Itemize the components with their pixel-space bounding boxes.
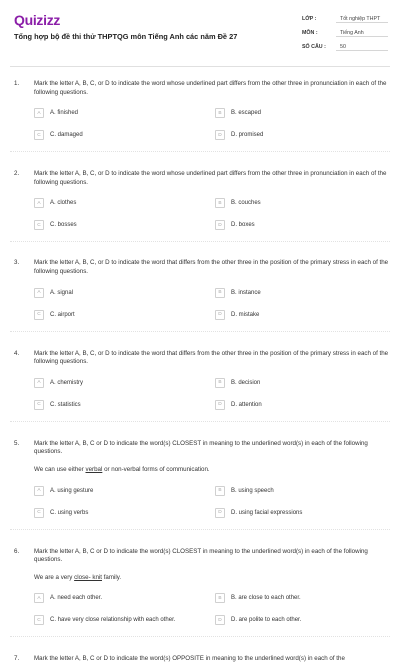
option-label: C. bosses bbox=[50, 222, 77, 229]
answer-option[interactable] bbox=[215, 107, 385, 119]
answer-option[interactable] bbox=[34, 219, 215, 231]
context-text: or non-verbal forms of communication. bbox=[102, 465, 210, 473]
option-letter-box[interactable]: C bbox=[34, 310, 44, 320]
option-letter-box[interactable]: B bbox=[215, 593, 225, 603]
question-block bbox=[0, 350, 400, 422]
meta-row-subject bbox=[302, 26, 388, 40]
answer-option[interactable] bbox=[34, 507, 215, 519]
option-letter-box[interactable]: D bbox=[215, 220, 225, 230]
option-letter-box[interactable]: A bbox=[34, 486, 44, 496]
option-label: B. are close to each other. bbox=[231, 595, 301, 602]
question-text: Mark the letter A, B, C, or D to indicate the word whose underlined part differs from the other three in pronunciation in each of the following questions. bbox=[34, 170, 387, 186]
answer-option[interactable] bbox=[215, 287, 385, 299]
answer-option[interactable] bbox=[34, 377, 215, 389]
answer-option[interactable] bbox=[215, 129, 385, 141]
option-label: A. using gesture bbox=[50, 487, 94, 494]
option-letter-box[interactable]: A bbox=[34, 198, 44, 208]
context-text: We can use either bbox=[34, 465, 86, 473]
answer-option[interactable] bbox=[34, 129, 215, 141]
answer-option[interactable] bbox=[34, 592, 215, 604]
option-letter-box[interactable]: D bbox=[215, 310, 225, 320]
option-letter-box[interactable]: A bbox=[34, 593, 44, 603]
option-letter-box[interactable]: B bbox=[215, 378, 225, 388]
meta-value: Tốt nghiệp THPT bbox=[336, 16, 388, 23]
option-label: C. statistics bbox=[50, 401, 81, 408]
answer-option[interactable] bbox=[215, 399, 385, 411]
question-number: 6. bbox=[14, 547, 20, 555]
answer-option[interactable] bbox=[34, 399, 215, 411]
question-block bbox=[0, 440, 400, 530]
option-label: B. couches bbox=[231, 200, 261, 207]
question-divider bbox=[10, 151, 390, 152]
option-letter-box[interactable]: C bbox=[34, 400, 44, 410]
question-number: 2. bbox=[14, 170, 20, 178]
question-text: Mark the letter A, B, C or D to indicate the word(s) CLOSEST in meaning to the underlined word(s) in each of the following questions. bbox=[34, 547, 368, 564]
option-label: A. finished bbox=[50, 110, 79, 117]
answer-option[interactable] bbox=[215, 485, 385, 497]
answer-options bbox=[34, 287, 400, 321]
answer-options bbox=[34, 592, 400, 626]
question-divider bbox=[10, 421, 390, 422]
option-label: D. are polite to each other. bbox=[231, 617, 302, 624]
question-divider bbox=[10, 241, 390, 242]
underlined-word: close- knit bbox=[74, 573, 102, 581]
option-label: B. using speech bbox=[231, 487, 274, 494]
answer-option[interactable] bbox=[34, 197, 215, 209]
context-text: We are a very bbox=[34, 573, 75, 581]
option-letter-box[interactable]: C bbox=[34, 508, 44, 518]
question-number: 7. bbox=[14, 655, 20, 663]
answer-option[interactable] bbox=[215, 309, 385, 321]
option-label: A. clothes bbox=[50, 200, 77, 207]
meta-value: 50 bbox=[336, 44, 388, 51]
option-letter-box[interactable]: C bbox=[34, 130, 44, 140]
worksheet-meta bbox=[302, 12, 388, 54]
answer-option[interactable] bbox=[34, 309, 215, 321]
quizizz-logo: Quizizz bbox=[14, 12, 61, 28]
question-text: Mark the letter A, B, C, or D to indicate the word that differs from the other three in the position of the primary stress in each of the following questions. bbox=[34, 349, 389, 366]
underlined-word: verbal bbox=[85, 465, 103, 473]
header-divider bbox=[10, 66, 390, 67]
option-label: B. escaped bbox=[231, 110, 262, 117]
question-context bbox=[34, 466, 400, 475]
option-letter-box[interactable]: A bbox=[34, 108, 44, 118]
answer-option[interactable] bbox=[215, 592, 385, 604]
option-letter-box[interactable]: C bbox=[34, 220, 44, 230]
question-divider bbox=[10, 636, 390, 637]
option-letter-box[interactable]: B bbox=[215, 108, 225, 118]
question-text: Mark the letter A, B, C or D to indicate the word(s) CLOSEST in meaning to the underlined word(s) in each of the following questions. bbox=[34, 439, 368, 456]
worksheet-header bbox=[0, 0, 400, 64]
question-text: Mark the letter A, B, C or D to indicate the word(s) OPPOSITE in meaning to the underlined word(s) in each of the bbox=[34, 655, 345, 663]
option-letter-box[interactable]: B bbox=[215, 288, 225, 298]
question-number: 5. bbox=[14, 439, 20, 447]
option-label: C. damaged bbox=[50, 132, 83, 139]
answer-option[interactable] bbox=[34, 614, 215, 626]
answer-options bbox=[34, 107, 400, 141]
meta-label: MÔN : bbox=[302, 30, 318, 36]
option-label: A. need each other. bbox=[50, 595, 103, 602]
meta-value: Tiếng Anh bbox=[336, 30, 388, 37]
context-text: family. bbox=[101, 573, 122, 581]
question-number: 1. bbox=[14, 80, 20, 87]
option-label: C. have very close relationship with each other. bbox=[50, 617, 176, 624]
answer-option[interactable] bbox=[215, 507, 385, 519]
question-block bbox=[0, 259, 400, 331]
option-label: D. promised bbox=[231, 132, 264, 139]
option-label: B. instance bbox=[231, 289, 261, 296]
meta-row-question-count bbox=[302, 40, 388, 54]
question-block bbox=[0, 655, 400, 664]
answer-options bbox=[34, 377, 400, 411]
question-divider bbox=[10, 331, 390, 332]
answer-option[interactable] bbox=[215, 377, 385, 389]
question-list bbox=[0, 80, 400, 664]
question-number: 3. bbox=[14, 259, 20, 267]
option-label: C. airport bbox=[50, 311, 75, 318]
option-letter-box[interactable]: D bbox=[215, 130, 225, 140]
option-label: C. using verbs bbox=[50, 509, 89, 516]
question-text: Mark the letter A, B, C, or D to indicate the word whose underlined part differs from the other three in pronunciation in each of the following questions. bbox=[34, 80, 387, 96]
question-divider bbox=[10, 529, 390, 530]
answer-option[interactable] bbox=[34, 107, 215, 119]
option-label: D. using facial expressions bbox=[231, 509, 303, 516]
worksheet-title: Tổng hợp bộ đề thi thử THPTQG môn Tiếng Anh các năm Đề 27 bbox=[14, 32, 238, 41]
meta-label: SỐ CÂU : bbox=[302, 44, 326, 50]
option-letter-box[interactable]: D bbox=[215, 400, 225, 410]
option-letter-box[interactable]: B bbox=[215, 486, 225, 496]
option-label: D. attention bbox=[231, 401, 262, 408]
answer-option[interactable] bbox=[215, 219, 385, 231]
answer-option[interactable] bbox=[34, 485, 215, 497]
question-number: 4. bbox=[14, 349, 20, 357]
answer-options bbox=[34, 197, 400, 231]
option-letter-box[interactable]: A bbox=[34, 378, 44, 388]
answer-options bbox=[34, 485, 400, 519]
option-letter-box[interactable]: A bbox=[34, 288, 44, 298]
option-label: B. decision bbox=[231, 379, 261, 386]
answer-option[interactable] bbox=[215, 614, 385, 626]
answer-option[interactable] bbox=[215, 197, 385, 209]
question-block bbox=[0, 548, 400, 638]
question-text: Mark the letter A, B, C, or D to indicate the word that differs from the other three in the position of the primary stress in each of the following questions. bbox=[34, 259, 389, 275]
option-letter-box[interactable]: C bbox=[34, 615, 44, 625]
option-letter-box[interactable]: D bbox=[215, 508, 225, 518]
option-label: A. signal bbox=[50, 289, 74, 296]
option-letter-box[interactable]: B bbox=[215, 198, 225, 208]
option-label: A. chemistry bbox=[50, 379, 84, 386]
meta-row-class bbox=[302, 12, 388, 26]
question-block bbox=[0, 80, 400, 152]
option-label: D. boxes bbox=[231, 222, 255, 229]
question-block bbox=[0, 170, 400, 242]
option-letter-box[interactable]: D bbox=[215, 615, 225, 625]
question-context bbox=[34, 574, 400, 583]
meta-label: LỚP : bbox=[302, 16, 317, 22]
answer-option[interactable] bbox=[34, 287, 215, 299]
option-label: D. mistake bbox=[231, 311, 260, 318]
